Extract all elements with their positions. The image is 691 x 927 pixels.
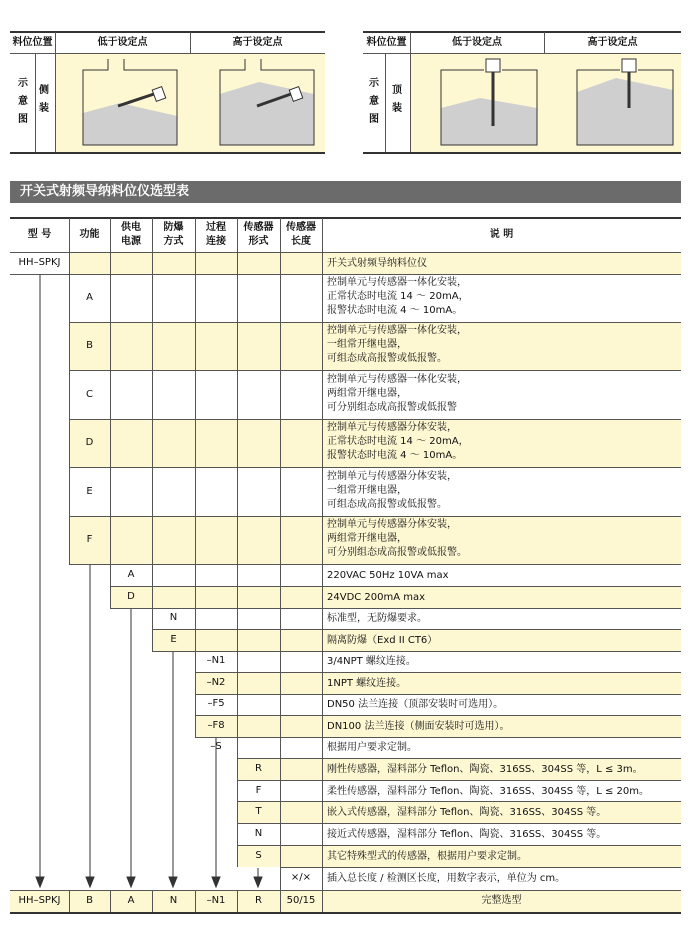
process-code: –N2 bbox=[206, 677, 226, 688]
function-desc-line: 报警状态时电流 4 ～ 10mA。 bbox=[327, 305, 463, 316]
power-code: A bbox=[127, 569, 135, 580]
header-power-2: 电源 bbox=[121, 236, 141, 247]
sensor-form-desc: 柔性传感器，湿料部分 Teflon、陶瓷、316SS、304SS 等，L ≤ 20m。 bbox=[327, 786, 650, 797]
function-code: E bbox=[86, 486, 93, 497]
low-header: 低于设定点 bbox=[452, 37, 502, 48]
diagram-label-char: 意 bbox=[18, 96, 28, 107]
power-code: D bbox=[127, 591, 135, 602]
process-code: –F8 bbox=[207, 720, 225, 731]
example-code-model: HH–SPKJ bbox=[18, 895, 61, 906]
high-header: 高于设定点 bbox=[232, 37, 283, 48]
function-desc-line: 一组常开继电器， bbox=[327, 485, 407, 496]
sensor-form-desc: 刚性传感器，湿料部分 Teflon、陶瓷、316SS、304SS 等，L ≤ 3m。 bbox=[327, 764, 643, 775]
process-desc: 1NPT 螺纹连接。 bbox=[327, 678, 407, 689]
sensor-form-code: F bbox=[255, 785, 262, 796]
example-code-power: A bbox=[127, 895, 135, 906]
function-desc-line: 控制单元与传感器分体安装， bbox=[327, 471, 457, 482]
example-code-function: B bbox=[86, 895, 93, 906]
power-desc: 24VDC 200mA max bbox=[327, 592, 426, 603]
process-code: –S bbox=[210, 741, 222, 752]
header-sensor-form-1: 传感器 bbox=[243, 222, 274, 233]
example-code-explosion: N bbox=[169, 895, 178, 906]
function-desc-line: 两组常开继电器， bbox=[327, 388, 407, 399]
function-code: C bbox=[86, 389, 93, 400]
sensor-form-desc: 其它特殊型式的传感器，根据用户要求定制。 bbox=[327, 851, 527, 862]
sensor-form-desc: 嵌入式传感器，湿料部分 Teflon、陶瓷、316SS、304SS 等。 bbox=[327, 807, 607, 818]
low-header: 低于设定点 bbox=[97, 37, 148, 48]
mount-label-char: 顶 bbox=[392, 85, 402, 96]
header-function: 功能 bbox=[79, 229, 100, 240]
function-desc-line: 两组常开继电器， bbox=[327, 533, 407, 544]
function-desc-line: 可组态成高报警或低报警。 bbox=[327, 353, 447, 364]
explosion-code: N bbox=[169, 612, 178, 623]
sensor-form-code: N bbox=[254, 828, 263, 839]
sensor-length-code: ×/× bbox=[290, 872, 312, 883]
process-desc: 根据用户要求定制。 bbox=[327, 742, 417, 753]
header-sensor-length-1: 传感器 bbox=[286, 222, 316, 233]
sensor-length-desc: 插入总长度 / 检测区长度，用数字表示，单位为 cm。 bbox=[327, 873, 566, 884]
example-code-process: –N1 bbox=[206, 895, 226, 906]
function-code: D bbox=[85, 437, 94, 448]
explosion-desc: 标准型，无防爆要求。 bbox=[327, 613, 427, 624]
process-desc: 3/4NPT 螺纹连接。 bbox=[327, 656, 416, 667]
function-desc-line: 可分别组态成高报警或低报警。 bbox=[327, 547, 467, 558]
mount-label-char: 装 bbox=[39, 103, 49, 114]
function-desc-line: 可组态成高报警或低报警。 bbox=[327, 499, 447, 510]
header-power-1: 供电 bbox=[121, 222, 141, 233]
header-description: 说 明 bbox=[489, 229, 514, 240]
function-desc-line: 一组常开继电器， bbox=[327, 339, 407, 350]
function-code: A bbox=[86, 292, 93, 303]
high-header: 高于设定点 bbox=[587, 37, 638, 48]
function-desc-line: 控制单元与传感器一体化安装， bbox=[327, 277, 467, 288]
header-explosion-1: 防爆 bbox=[163, 222, 184, 233]
sensor-form-code: R bbox=[255, 763, 262, 774]
sensor-form-code: S bbox=[255, 850, 262, 861]
header-process-1: 过程 bbox=[206, 222, 226, 233]
header-process-2: 连接 bbox=[206, 236, 226, 247]
header-model: 型 号 bbox=[27, 229, 52, 240]
mount-label-char: 装 bbox=[392, 103, 402, 114]
function-desc-line: 正常状态时电流 14 ～ 20mA， bbox=[327, 291, 469, 302]
process-desc: DN50 法兰连接（顶部安装时可选用）。 bbox=[327, 699, 504, 710]
function-desc-line: 控制单元与传感器一体化安装， bbox=[327, 325, 467, 336]
diagram-label-char: 图 bbox=[369, 114, 379, 125]
function-code: F bbox=[86, 534, 93, 545]
diagram-label-char: 意 bbox=[369, 96, 379, 107]
explosion-code: E bbox=[170, 634, 177, 645]
explosion-desc: 隔离防爆（Exd II CT6） bbox=[327, 635, 438, 646]
header-explosion-2: 方式 bbox=[163, 236, 184, 247]
function-code: B bbox=[86, 340, 93, 351]
sensor-form-desc: 接近式传感器，湿料部分 Teflon、陶瓷、316SS、304SS 等。 bbox=[327, 829, 607, 840]
example-code-sensor-form: R bbox=[255, 895, 262, 906]
function-desc-line: 可分别组态成高报警或低报警 bbox=[327, 402, 457, 413]
power-desc: 220VAC 50Hz 10VA max bbox=[327, 570, 449, 581]
diagram-label-char: 示 bbox=[369, 78, 379, 89]
process-code: –N1 bbox=[206, 655, 226, 666]
function-desc-line: 控制单元与传感器分体安装， bbox=[327, 422, 457, 433]
header-sensor-length-2: 长度 bbox=[291, 236, 311, 247]
example-desc: 完整选型 bbox=[481, 895, 522, 906]
process-code: –F5 bbox=[207, 698, 225, 709]
position-header: 料位位置 bbox=[12, 37, 53, 48]
process-desc: DN100 法兰连接（侧面安装时可选用）。 bbox=[327, 721, 510, 732]
mount-label-char: 侧 bbox=[39, 85, 49, 96]
example-code-sensor-length: 50/15 bbox=[286, 895, 316, 906]
function-desc-line: 控制单元与传感器一体化安装， bbox=[327, 374, 467, 385]
function-desc-line: 报警状态时电流 4 ～ 10mA。 bbox=[327, 450, 463, 461]
section-title: 开关式射频导纳料位仪选型表 bbox=[20, 184, 190, 199]
header-sensor-form-2: 形式 bbox=[248, 236, 269, 247]
position-header: 料位位置 bbox=[366, 37, 407, 48]
diagram-label-char: 示 bbox=[18, 78, 28, 89]
diagram-label-char: 图 bbox=[18, 114, 28, 125]
base-model-desc: 开关式射频导纳料位仪 bbox=[327, 258, 427, 269]
base-model-code: HH–SPKJ bbox=[18, 257, 61, 268]
sensor-form-code: T bbox=[255, 806, 262, 817]
function-desc-line: 正常状态时电流 14 ～ 20mA， bbox=[327, 436, 469, 447]
function-desc-line: 控制单元与传感器分体安装， bbox=[327, 519, 457, 530]
